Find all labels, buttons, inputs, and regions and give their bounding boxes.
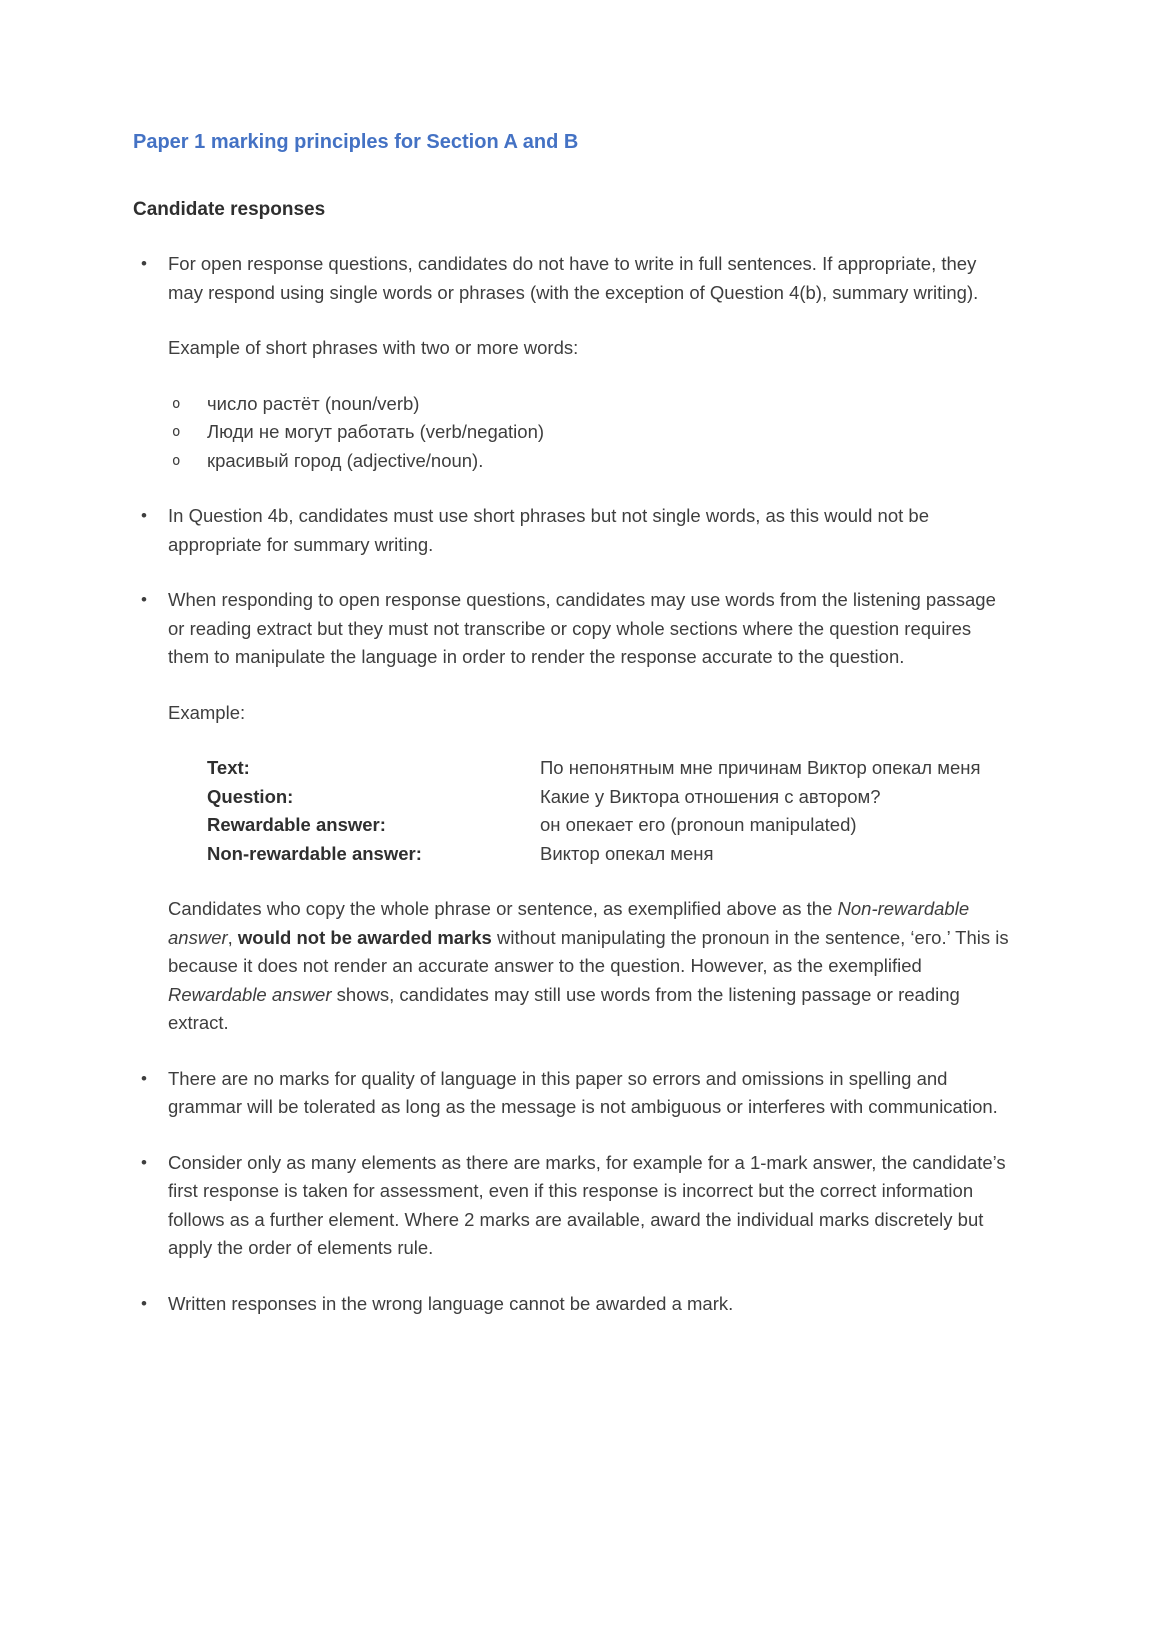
bullet-text: For open response questions, candidates do not have to write in full sentences. If appropriate, they may respond using single words or phrases (with the exception of Question 4(b), summary writing). <box>168 253 979 303</box>
bullet-text: Written responses in the wrong language cannot be awarded a mark. <box>168 1292 734 1314</box>
bullet-item-open-response <box>133 250 1053 307</box>
example-intro: Example of short phrases with two or more words: <box>168 337 579 358</box>
table-row <box>207 811 1053 840</box>
bullet-icon: • <box>141 1068 147 1088</box>
circle-bullet-icon: o <box>172 452 181 469</box>
section-title: Candidate responses <box>133 199 326 220</box>
bullet-icon: • <box>141 254 147 273</box>
row-value: он опекает его (pronoun manipulated) <box>540 814 857 835</box>
table-row <box>207 783 1053 812</box>
row-value: Какие у Виктора отношения с автором? <box>540 785 881 807</box>
bullet-text: When responding to open response questions, candidates may use words from the listening passage or reading extract but they must not transcribe or copy whole sections where the question requires them to manipulate the language in order to render the response accurate to the question. <box>168 589 996 667</box>
phrase-example: число растёт (noun/verb) <box>207 392 420 414</box>
page-title: Paper 1 marking principles for Section A and B <box>133 131 579 153</box>
circle-bullet-icon: o <box>172 395 181 412</box>
bullet-item-elements-rule <box>133 1149 1053 1263</box>
row-label: Text: <box>207 757 250 778</box>
bullet-text: There are no marks for quality of language in this paper so errors and omissions in spelling and grammar will be tolerated as long as the message is not ambiguous or interferes with communication. <box>168 1067 998 1117</box>
bullet-icon: • <box>141 506 147 525</box>
circle-bullet-icon: o <box>172 424 181 440</box>
table-row <box>207 754 1053 783</box>
phrase-example: красивый город (adjective/noun). <box>207 449 484 471</box>
row-value: Виктор опекал меня <box>540 842 714 864</box>
bullet-item-transcription <box>133 586 1053 672</box>
bullet-icon: • <box>141 590 147 609</box>
bullet-icon: • <box>141 1152 147 1172</box>
bullet-item-wrong-language <box>133 1290 1053 1319</box>
row-label: Non-rewardable answer: <box>207 842 422 864</box>
bullet-text: In Question 4b, candidates must use short phrases but not single words, as this would not be appropriate for summary writing. <box>168 505 929 555</box>
bullet-item-question-4b <box>133 502 1053 559</box>
row-value: По непонятным мне причинам Виктор опекал меня <box>540 757 981 778</box>
example-phrase-list <box>168 390 1053 476</box>
bullet-text: Consider only as many elements as there are marks, for example for a 1-mark answer, the candidate’s first response is taken for assessment, even if this response is incorrect but the correct information follows as a further element. Where 2 marks are available, award the individual marks discretely but apply the order of elements rule. <box>168 1151 1006 1258</box>
table-row <box>207 840 1053 869</box>
phrase-example: Люди не могут работать (verb/negation) <box>207 421 545 442</box>
row-label: Question: <box>207 785 294 807</box>
example-label: Example: <box>168 701 246 723</box>
example-table <box>207 754 1053 868</box>
list-item <box>168 418 1053 447</box>
explanation-paragraph: Candidates who copy the whole phrase or sentence, as exemplified above as the Non-rewardable answer, would not be awarded marks without manipulating the pronoun in the sentence, ‘его.’ This is because it does not render an accurate answer to the question. However, as the exemplified Rewardable answer shows, candidates may still use words from the listening passage or reading extract. <box>168 898 1009 1033</box>
row-label: Rewardable answer: <box>207 814 386 835</box>
bullet-item-quality-of-language <box>133 1065 1053 1122</box>
bullet-icon: • <box>141 1293 147 1313</box>
list-item <box>168 447 1053 476</box>
list-item <box>168 390 1053 419</box>
